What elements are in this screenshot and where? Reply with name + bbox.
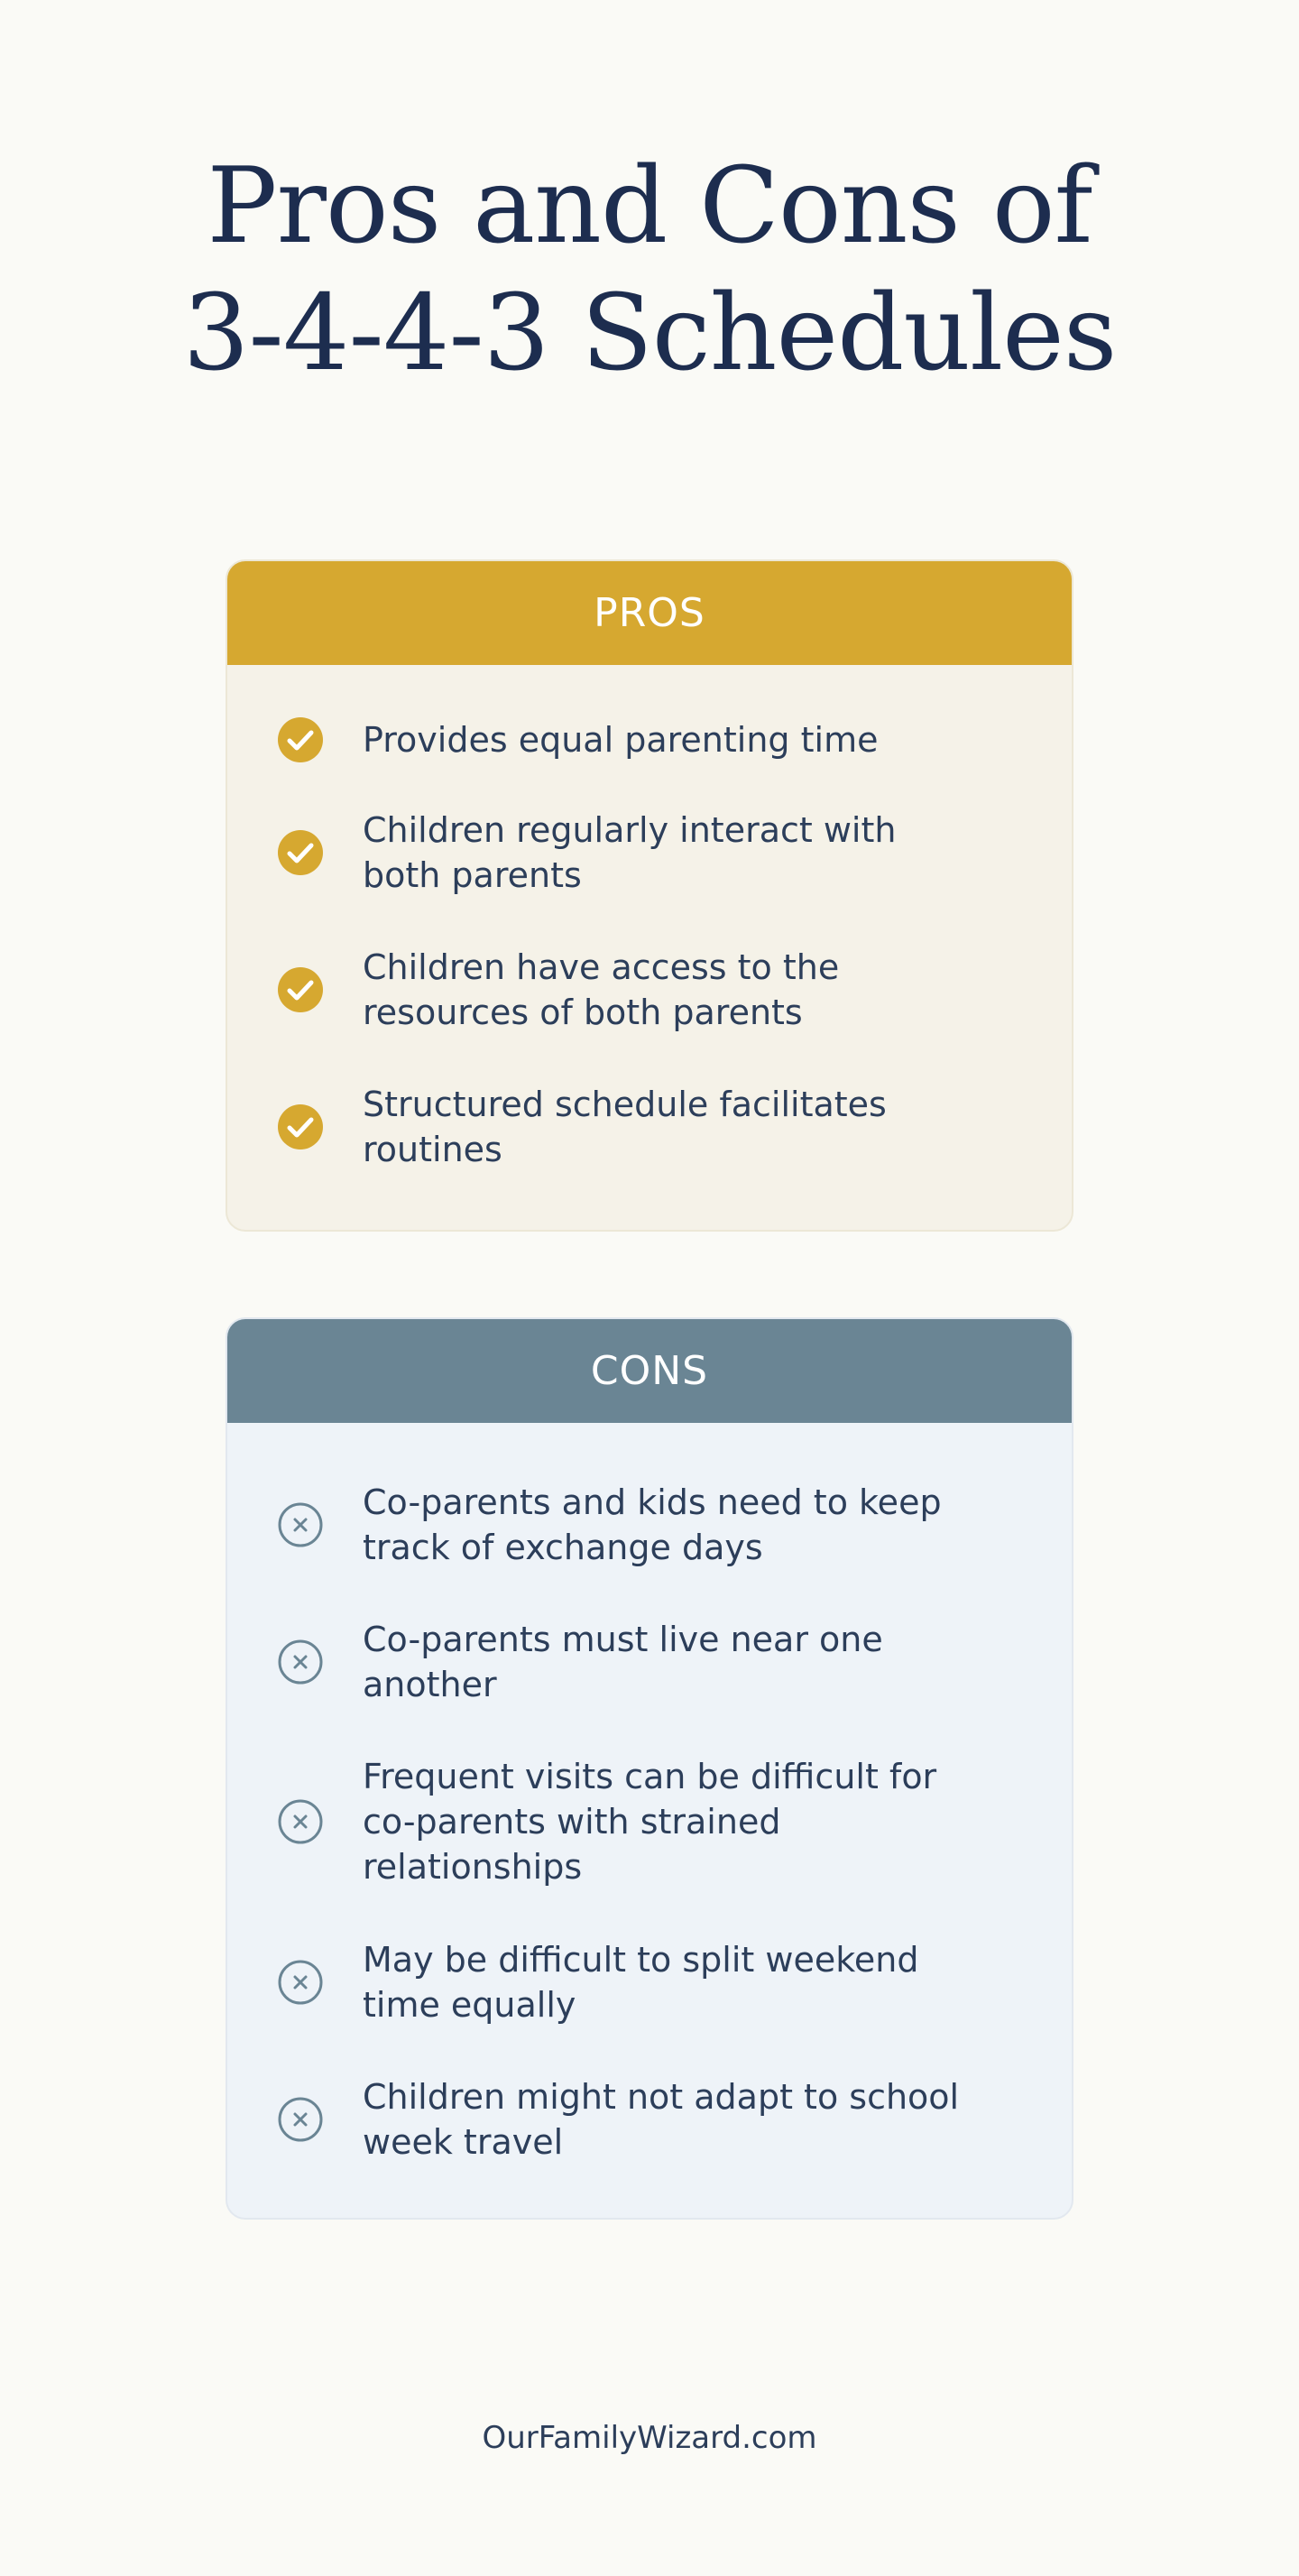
- cons-item-line: another: [363, 1665, 497, 1704]
- footer-site-link[interactable]: OurFamilyWizard.com: [482, 2420, 817, 2456]
- pros-item-line: Children regularly interact with: [363, 810, 897, 850]
- cons-item-text: [363, 1754, 1030, 1889]
- cons-item-line: May be difficult to split weekend: [363, 1940, 919, 1980]
- pros-item-text: [363, 1082, 1030, 1172]
- cons-item-line: Frequent visits can be difficult for: [363, 1757, 937, 1796]
- pros-item: [227, 1082, 1073, 1172]
- pros-item-line: resources of both parents: [363, 993, 803, 1032]
- page-title-line-2: 3-4-4-3 Schedules: [182, 272, 1117, 394]
- page-title: [0, 143, 1299, 397]
- check-circle-icon: [277, 966, 324, 1013]
- cons-item: [227, 2074, 1073, 2165]
- pros-item-text: [363, 945, 1030, 1035]
- pros-item-text: [363, 717, 1030, 762]
- pros-item-line: Children have access to the: [363, 947, 840, 987]
- x-circle-icon: [277, 1959, 324, 2006]
- cons-item: [227, 1617, 1073, 1707]
- pros-item-line: both parents: [363, 855, 582, 895]
- check-circle-icon: [277, 1103, 324, 1150]
- pros-header: PROS: [227, 561, 1072, 665]
- cons-item: [227, 1937, 1073, 2027]
- cons-item-line: co-parents with strained: [363, 1802, 781, 1842]
- cons-item: [227, 1754, 1073, 1889]
- cons-card: [226, 1317, 1073, 2220]
- cons-item-line: Co-parents and kids need to keep: [363, 1482, 942, 1522]
- x-circle-icon: [277, 1501, 324, 1548]
- page-title-line-1: Pros and Cons of: [207, 145, 1092, 267]
- pros-item-text: [363, 808, 1030, 898]
- cons-item-line: time equally: [363, 1985, 576, 2025]
- cons-item-text: [363, 1480, 1030, 1570]
- cons-item: [227, 1480, 1073, 1570]
- pros-item-line: routines: [363, 1130, 502, 1169]
- pros-item: [227, 808, 1073, 898]
- check-circle-icon: [277, 716, 324, 763]
- pros-item: [227, 945, 1073, 1035]
- cons-item-text: [363, 1937, 1030, 2027]
- cons-item-line: Children might not adapt to school: [363, 2077, 960, 2117]
- cons-header: CONS: [227, 1319, 1072, 1423]
- cons-item-text: [363, 1617, 1030, 1707]
- cons-item-text: [363, 2074, 1030, 2165]
- cons-item-line: relationships: [363, 1847, 583, 1887]
- x-circle-icon: [277, 1639, 324, 1685]
- x-circle-icon: [277, 1798, 324, 1845]
- pros-item: [227, 717, 1073, 762]
- cons-item-line: week travel: [363, 2122, 564, 2162]
- pros-item-line: Structured schedule facilitates: [363, 1085, 887, 1124]
- cons-item-line: Co-parents must live near one: [363, 1620, 883, 1659]
- pros-item-line: Provides equal parenting time: [363, 720, 879, 760]
- check-circle-icon: [277, 829, 324, 876]
- pros-card: [226, 559, 1073, 1232]
- cons-item-line: track of exchange days: [363, 1528, 763, 1567]
- x-circle-icon: [277, 2096, 324, 2143]
